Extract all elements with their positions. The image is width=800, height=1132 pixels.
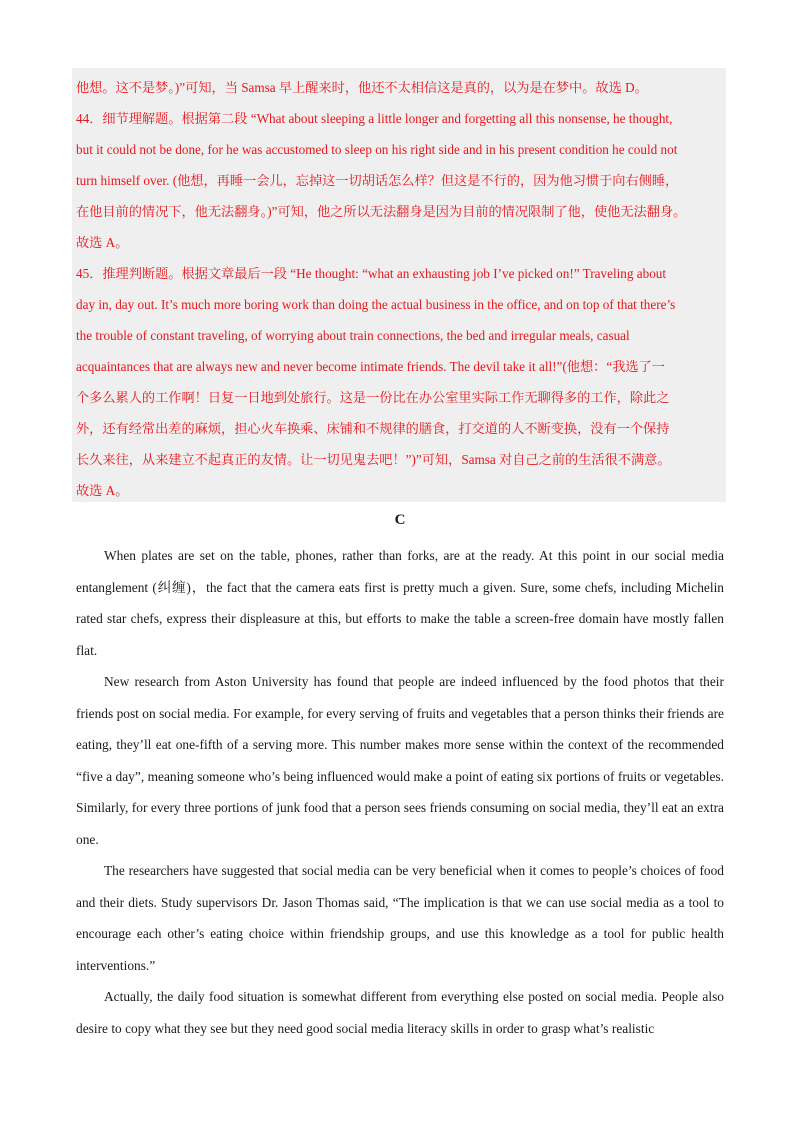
- answer-line: 44．细节理解题。根据第二段 “What about sleeping a little longer and forgetting all this nonsense, he thought,: [76, 111, 673, 126]
- passage-paragraph: Actually, the daily food situation is somewhat different from everything else posted on social media. People also desire to copy what they see but they need good social media literacy skills in order to grasp what’s realistic: [76, 989, 724, 1036]
- reading-passage: [76, 540, 724, 1044]
- section-heading: C: [394, 512, 406, 528]
- answer-line: 故选 A。: [76, 235, 129, 250]
- answer-line: 个多么累人的工作啊！日复一日地到处旅行。这是一份比在办公室里实际工作无聊得多的工作，除此之: [76, 390, 670, 405]
- answer-line: turn himself over. (他想，再睡一会儿，忘掉这一切胡话怎么样？但这是不行的，因为他习惯于向右侧睡，: [76, 173, 679, 188]
- answer-line: 外，还有经常出差的麻烦，担心火车换乘、床铺和不规律的膳食，打交道的人不断变换，没有一个保持: [76, 421, 670, 436]
- answer-line: 长久来往，从来建立不起真正的友情。让一切见鬼去吧！”)”可知，Samsa 对自己之前的生活很不满意。: [76, 452, 671, 467]
- passage-paragraph: New research from Aston University has found that people are indeed influenced by the food photos that their friends post on social media. For example, for every serving of fruits and vegetables that a person thinks their friends are eating, they’ll eat one-fifth of a serving more. This number makes more sense within the context of the recommended “five a day”, meaning someone who’s being influenced would make a point of eating six portions of fruits or vegetables. Similarly, for every three portions of junk food that a person sees friends consuming on social media, they’ll eat an extra one.: [76, 674, 724, 847]
- answer-line: 故选 A。: [76, 483, 129, 498]
- passage-paragraph: The researchers have suggested that social media can be very beneficial when it comes to people’s choices of food and their diets. Study supervisors Dr. Jason Thomas said, “The implication is that we can use social media as a tool to encourage each other’s eating choice within friendship groups, and use this knowledge as a tool for public health interventions.”: [76, 863, 724, 973]
- passage-paragraph: When plates are set on the table, phones, rather than forks, are at the ready. At this point in our social media entanglement (纠缠)，the fact that the camera eats first is pretty much a given. Sure, some chefs, including Michelin rated star chefs, express their displeasure at this, but efforts to make the table a screen-free domain have mostly fallen flat.: [76, 548, 724, 658]
- answer-line: 45．推理判断题。根据文章最后一段 “He thought: “what an exhausting job I’ve picked on!” Traveling about: [76, 266, 667, 281]
- answer-line: 他想。这不是梦。)”可知，当 Samsa 早上醒来时，他还不太相信这是真的，以为是在梦中。故选 D。: [76, 80, 648, 95]
- answer-line: acquaintances that are always new and never become intimate friends. The devil take it all!”(他想：“我选了一: [76, 359, 665, 374]
- answer-line: the trouble of constant traveling, of worrying about train connections, the bed and irregular meals, casual: [76, 328, 630, 343]
- answer-line: day in, day out. It’s much more boring work than doing the actual business in the office, and on top of that there’s: [76, 297, 676, 312]
- answer-line: but it could not be done, for he was accustomed to sleep on his right side and in his present condition he could not: [76, 142, 678, 157]
- answer-line: 在他目前的情况下，他无法翻身。)”可知，他之所以无法翻身是因为目前的情况限制了他，使他无法翻身。: [76, 204, 687, 219]
